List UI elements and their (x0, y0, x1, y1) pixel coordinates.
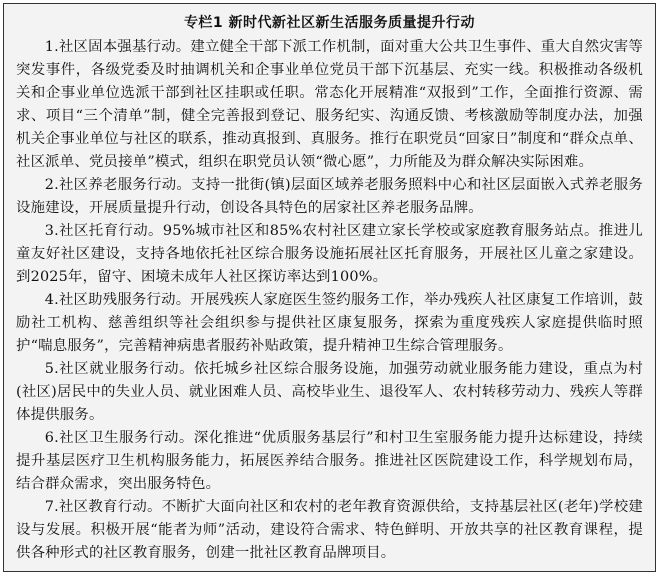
section-education: 7.社区教育行动。不断扩大面向社区和农村的老年教育资源供给，支持基层社区(老年)学校建设与发展。积极开展“能者为师”活动，建设符合需求、特色鲜明、开放共享的社区教育课程，提供各种形式的社区教育服务，创建一批社区教育品牌项目。 (16, 499, 643, 561)
section-community-foundation: 1.社区固本强基行动。建立健全干部下派工作机制，面对重大公共卫生事件、重大自然灾害等突发事件，各级党委及时抽调机关和企事业单位党员干部下沉基层、充实一线。积极推动各级机关和企事业单位选派干部到社区挂职或任职。常态化开展精准“双报到”工作，全面推行资源、需求、项目“三个清单”制，健全完善报到登记、服务纪实、沟通反馈、考核激励等制度办法，加强机关企事业单位与社区的联系，推动真报到、真服务。推行在职党员“回家日”制度和“群众点单、社区派单、党员接单”模式，组织在职党员认领“微心愿”，力所能及为群众解决实际困难。 (16, 39, 643, 170)
section-disability-services: 4.社区助残服务行动。开展残疾人家庭医生签约服务工作，举办残疾人社区康复工作培训，鼓励社工机构、慈善组织等社会组织参与提供社区康复服务，探索为重度残疾人家庭提供临时照护“喘息服务”，完善精神病患者服药补贴政策，提升精神卫生综合管理服务。 (16, 292, 643, 354)
column-title: 专栏1 新时代新社区新生活服务质量提升行动 (183, 15, 476, 31)
section-health-services: 6.社区卫生服务行动。深化推进“优质服务基层行”和村卫生室服务能力提升达标建设，持续提升基层医疗卫生机构服务能力，拓展医养结合服务。推进社区医院建设工作，科学规划布局，结合群众需求，突出服务特色。 (16, 430, 643, 492)
section-childcare: 3.社区托育行动。95%城市社区和85%农村社区建立家长学校或家庭教育服务站点。推进儿童友好社区建设，支持各地依托社区综合服务设施拓展社区托育服务，开展社区儿童之家建设。到2025年，留守、困境未成年人社区探访率达到100%。 (16, 223, 643, 285)
section-employment-services: 5.社区就业服务行动。依托城乡社区综合服务设施，加强劳动就业服务能力建设，重点为村(社区)居民中的失业人员、就业困难人员、高校毕业生、退役军人、农村转移劳动力、残疾人等群体提供服务。 (16, 361, 643, 423)
section-elderly-care: 2.社区养老服务行动。支持一批街(镇)层面区域养老服务照料中心和社区层面嵌入式养老服务设施建设，开展质量提升行动，创设各具特色的居家社区养老服务品牌。 (16, 177, 643, 216)
column-box (3, 3, 656, 572)
